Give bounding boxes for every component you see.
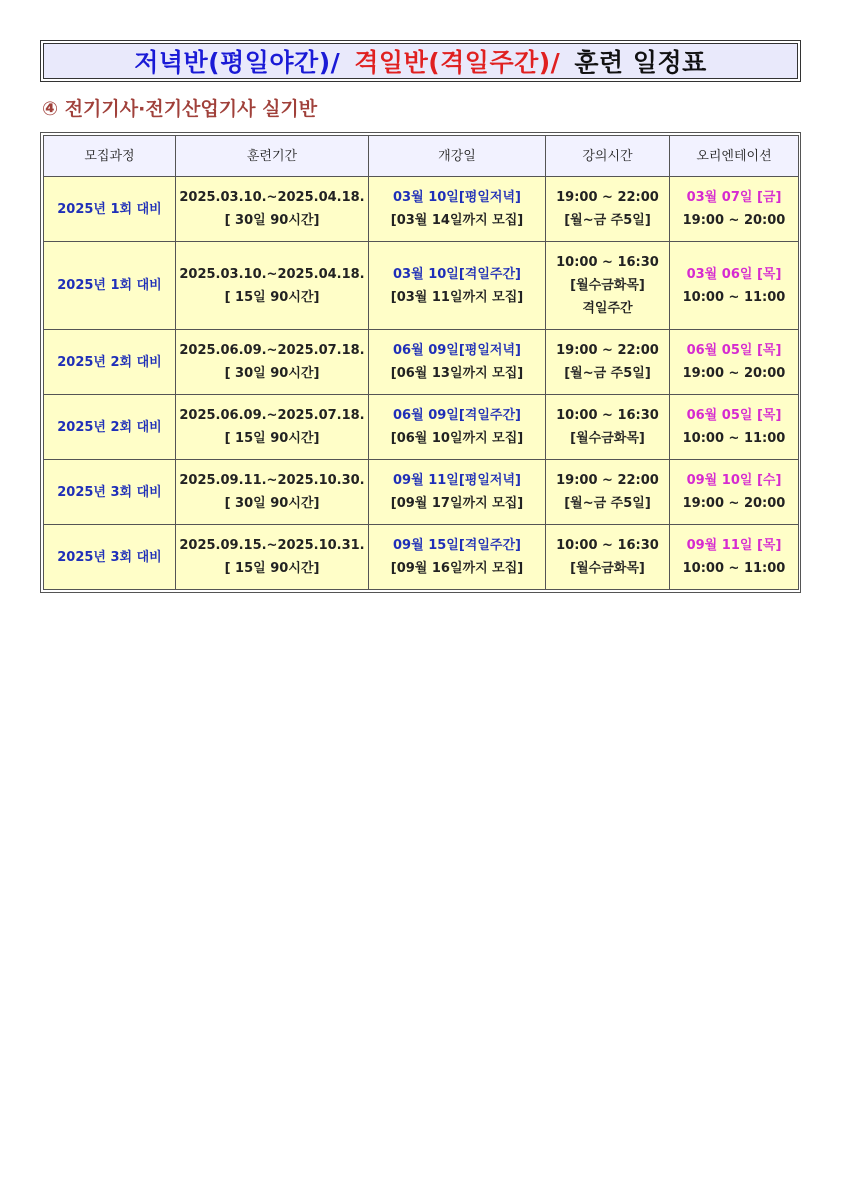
recruit-deadline: [09월 17일까지 모집] <box>390 496 524 511</box>
orientation-time: 19:00 ~ 20:00 <box>682 496 786 511</box>
title-alternate-class: 격일반(격일주간)/ <box>354 48 561 77</box>
class-hours: 10:00 ~ 16:30 <box>556 538 659 553</box>
orientation-date: 06월 05일 [목] <box>686 408 782 423</box>
period-hours: [ 30일 90시간] <box>224 496 320 511</box>
start-cell <box>369 177 546 242</box>
start-date: 03월 10일[평일저녁] <box>393 190 521 205</box>
period-dates: 2025.06.09.~2025.07.18. <box>179 408 365 423</box>
orientation-date: 09월 11일 [목] <box>686 538 782 553</box>
section-subtitle: ④ 전기기사·전기산업기사 실기반 <box>42 98 318 120</box>
header-class-time: 강의시간 <box>546 136 670 177</box>
header-start-date: 개강일 <box>369 136 546 177</box>
start-cell <box>369 242 546 330</box>
table-row <box>44 177 799 242</box>
schedule-table-frame <box>40 132 801 593</box>
orientation-cell <box>670 330 799 395</box>
orientation-date: 09월 10일 [수] <box>686 473 782 488</box>
period-cell <box>176 395 369 460</box>
class-days: [월수금화목] <box>570 431 645 446</box>
title-schedule: 훈련 일정표 <box>574 48 707 77</box>
class-hours: 19:00 ~ 22:00 <box>556 190 659 205</box>
class-type: 격일주간 <box>582 301 633 316</box>
orientation-time: 10:00 ~ 11:00 <box>682 561 786 576</box>
title-evening-class: 저녁반(평일야간)/ <box>134 48 341 77</box>
recruit-deadline: [06월 10일까지 모집] <box>390 431 524 446</box>
header-period: 훈련기간 <box>176 136 369 177</box>
class-days: [월~금 주5일] <box>564 213 651 228</box>
period-cell <box>176 330 369 395</box>
orientation-cell <box>670 525 799 590</box>
orientation-time: 10:00 ~ 11:00 <box>682 431 786 446</box>
start-cell <box>369 330 546 395</box>
time-cell <box>546 242 670 330</box>
class-days: [월수금화목] <box>570 278 645 293</box>
class-days: [월~금 주5일] <box>564 496 651 511</box>
orientation-date: 03월 07일 [금] <box>686 190 782 205</box>
start-cell <box>369 460 546 525</box>
period-hours: [ 30일 90시간] <box>224 366 320 381</box>
page-title <box>43 43 798 79</box>
period-dates: 2025.06.09.~2025.07.18. <box>179 343 365 358</box>
course-cell: 2025년 3회 대비 <box>44 460 176 525</box>
period-cell <box>176 242 369 330</box>
orientation-date: 03월 06일 [목] <box>686 266 782 282</box>
class-days: [월수금화목] <box>570 561 645 576</box>
time-cell <box>546 460 670 525</box>
header-orientation: 오리엔테이션 <box>670 136 799 177</box>
recruit-deadline: [03월 11일까지 모집] <box>390 289 524 305</box>
table-row <box>44 525 799 590</box>
course-cell: 2025년 3회 대비 <box>44 525 176 590</box>
period-cell <box>176 177 369 242</box>
course-cell: 2025년 1회 대비 <box>44 177 176 242</box>
class-days: [월~금 주5일] <box>564 366 651 381</box>
recruit-deadline: [03월 14일까지 모집] <box>390 213 524 228</box>
orientation-cell <box>670 395 799 460</box>
orientation-time: 10:00 ~ 11:00 <box>682 289 786 305</box>
start-date: 06월 09일[평일저녁] <box>393 343 521 358</box>
title-box <box>40 40 801 82</box>
period-hours: [ 15일 90시간] <box>224 431 320 446</box>
period-cell <box>176 525 369 590</box>
time-cell <box>546 395 670 460</box>
orientation-cell <box>670 242 799 330</box>
orientation-time: 19:00 ~ 20:00 <box>682 366 786 381</box>
table-row <box>44 242 799 330</box>
time-cell <box>546 177 670 242</box>
schedule-table <box>43 135 799 590</box>
time-cell <box>546 525 670 590</box>
class-hours: 19:00 ~ 22:00 <box>556 343 659 358</box>
period-hours: [ 15일 90시간] <box>224 289 320 305</box>
header-course: 모집과정 <box>44 136 176 177</box>
orientation-cell <box>670 177 799 242</box>
time-cell <box>546 330 670 395</box>
period-hours: [ 15일 90시간] <box>224 561 320 576</box>
table-header-row <box>44 136 799 177</box>
start-date: 06월 09일[격일주간] <box>393 408 521 423</box>
recruit-deadline: [09월 16일까지 모집] <box>390 561 524 576</box>
start-date: 09월 15일[격일주간] <box>393 538 521 553</box>
period-cell <box>176 460 369 525</box>
period-hours: [ 30일 90시간] <box>224 213 320 228</box>
start-cell <box>369 395 546 460</box>
orientation-time: 19:00 ~ 20:00 <box>682 213 786 228</box>
start-cell <box>369 525 546 590</box>
table-row <box>44 330 799 395</box>
orientation-date: 06월 05일 [목] <box>686 343 782 358</box>
course-cell: 2025년 1회 대비 <box>44 242 176 330</box>
table-row <box>44 395 799 460</box>
recruit-deadline: [06월 13일까지 모집] <box>390 366 524 381</box>
period-dates: 2025.09.11.~2025.10.30. <box>179 473 365 488</box>
period-dates: 2025.09.15.~2025.10.31. <box>179 538 365 553</box>
start-date: 09월 11일[평일저녁] <box>393 473 521 488</box>
course-cell: 2025년 2회 대비 <box>44 330 176 395</box>
class-hours: 10:00 ~ 16:30 <box>556 255 659 270</box>
class-hours: 10:00 ~ 16:30 <box>556 408 659 423</box>
course-cell: 2025년 2회 대비 <box>44 395 176 460</box>
class-hours: 19:00 ~ 22:00 <box>556 473 659 488</box>
orientation-cell <box>670 460 799 525</box>
start-date: 03월 10일[격일주간] <box>393 266 521 282</box>
period-dates: 2025.03.10.~2025.04.18. <box>179 266 365 282</box>
table-row <box>44 460 799 525</box>
period-dates: 2025.03.10.~2025.04.18. <box>179 190 365 205</box>
